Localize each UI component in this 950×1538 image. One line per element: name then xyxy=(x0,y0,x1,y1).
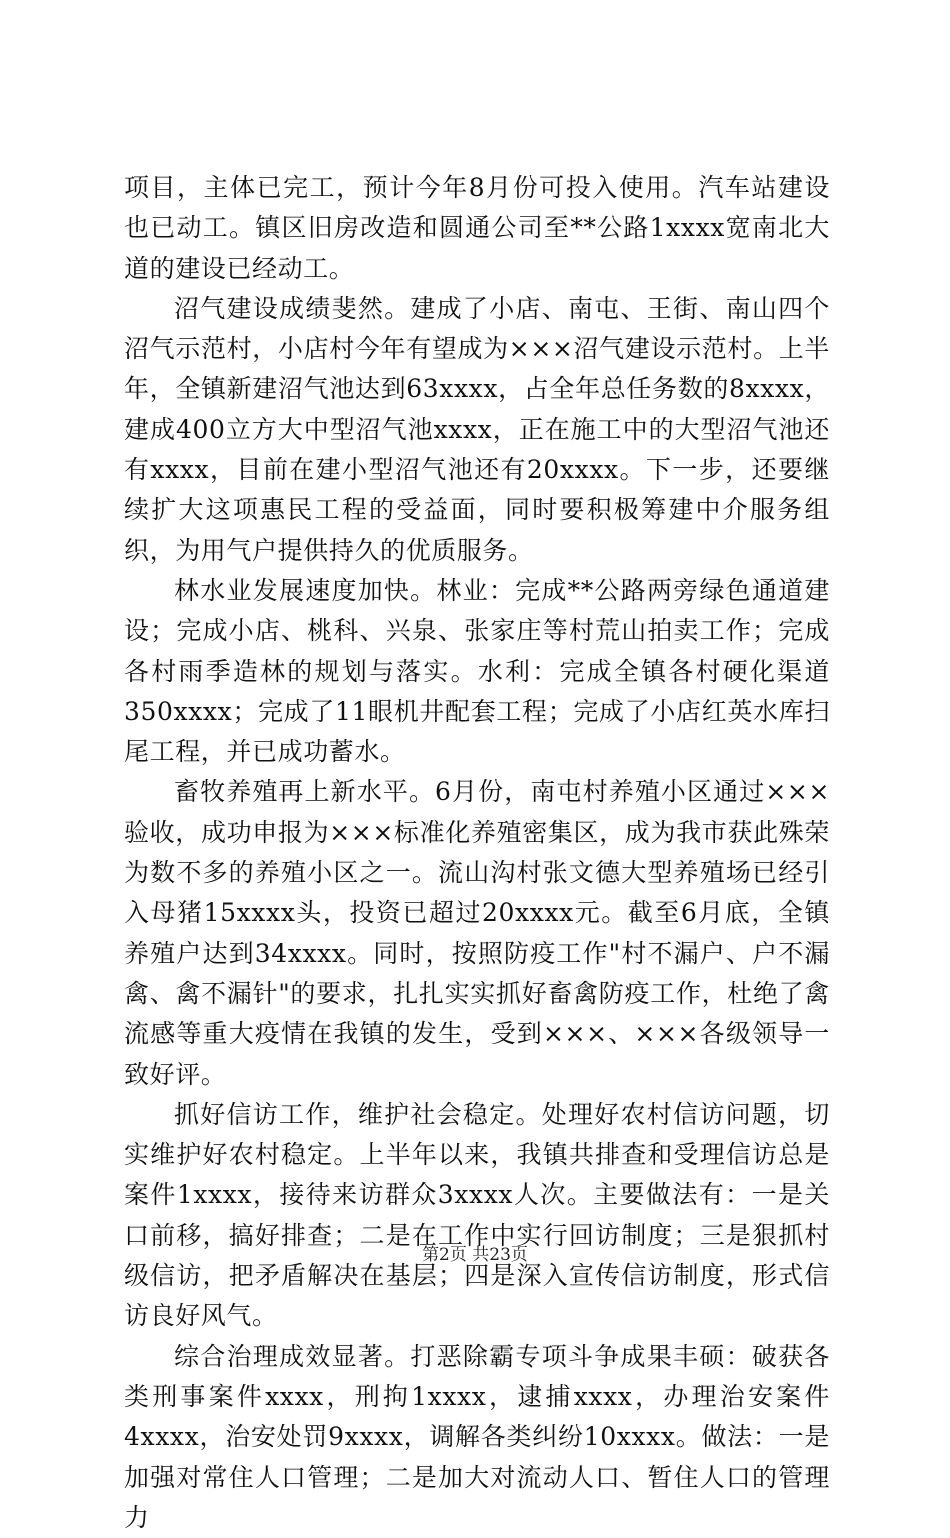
paragraph-forestry-water: 林水业发展速度加快。林业：完成**公路两旁绿色通道建设；完成小店、桃科、兴泉、张家庄等村荒山拍卖工作；完成各村雨季造林的规划与落实。水利：完成全镇各村硬化渠道350xxxx；完成了11眼机井配套工程；完成了小店红英水库扫尾工程，并已成功蓄水。 xyxy=(124,575,830,767)
paragraph-public-security: 综合治理成效显著。打恶除霸专项斗争成果丰硕：破获各类刑事案件xxxx，刑拘1xxxx，逮捕xxxx，办理治安案件4xxxx，治安处罚9xxxx，调解各类纠纷10xxxx。做法：一是加强对常住人口管理；二是加大对流动人口、暂住人口的管理力 xyxy=(124,1341,830,1532)
document-body xyxy=(124,168,830,1538)
paragraph-continuation: 项目，主体已完工，预计今年8月份可投入使用。汽车站建设也已动工。镇区旧房改造和圆通公司至**公路1xxxx宽南北大道的建设已经动工。 xyxy=(124,173,830,283)
paragraph-livestock: 畜牧养殖再上新水平。6月份，南屯村养殖小区通过×××验收，成功申报为×××标准化养殖密集区，成为我市获此殊荣为数不多的养殖小区之一。流山沟村张文德大型养殖场已经引入母猪15xxxx头，投资已超过20xxxx元。截至6月底，全镇养殖户达到34xxxx。同时，按照防疫工作"村不漏户、户不漏禽、禽不漏针"的要求，扎扎实实抓好畜禽防疫工作，杜绝了禽流感等重大疫情在我镇的发生，受到×××、×××各级领导一致好评。 xyxy=(124,777,830,1089)
paragraph-petitions: 抓好信访工作，维护社会稳定。处理好农村信访问题，切实维护好农村稳定。上半年以来，我镇共排查和受理信访总是案件1xxxx，接待来访群众3xxxx人次。主要做法有：一是关口前移，搞好排查；二是在工作中实行回访制度；三是狠抓村级信访，把矛盾解决在基层；四是深入宣传信访制度，形式信访良好风气。 xyxy=(124,1099,830,1331)
paragraph-biogas: 沼气建设成绩斐然。建成了小店、南屯、王街、南山四个沼气示范村，小店村今年有望成为×××沼气建设示范村。上半年，全镇新建沼气池达到63xxxx，占全年总任务数的8xxxx，建成400立方大中型沼气池xxxx，正在施工中的大型沼气池还有xxxx，目前在建小型沼气池还有20xxxx。下一步，还要继续扩大这项惠民工程的受益面，同时要积极筹建中介服务组织，为用气户提供持久的优质服务。 xyxy=(124,293,830,565)
page-number-footer: 第2页 共23页 xyxy=(422,1245,528,1265)
